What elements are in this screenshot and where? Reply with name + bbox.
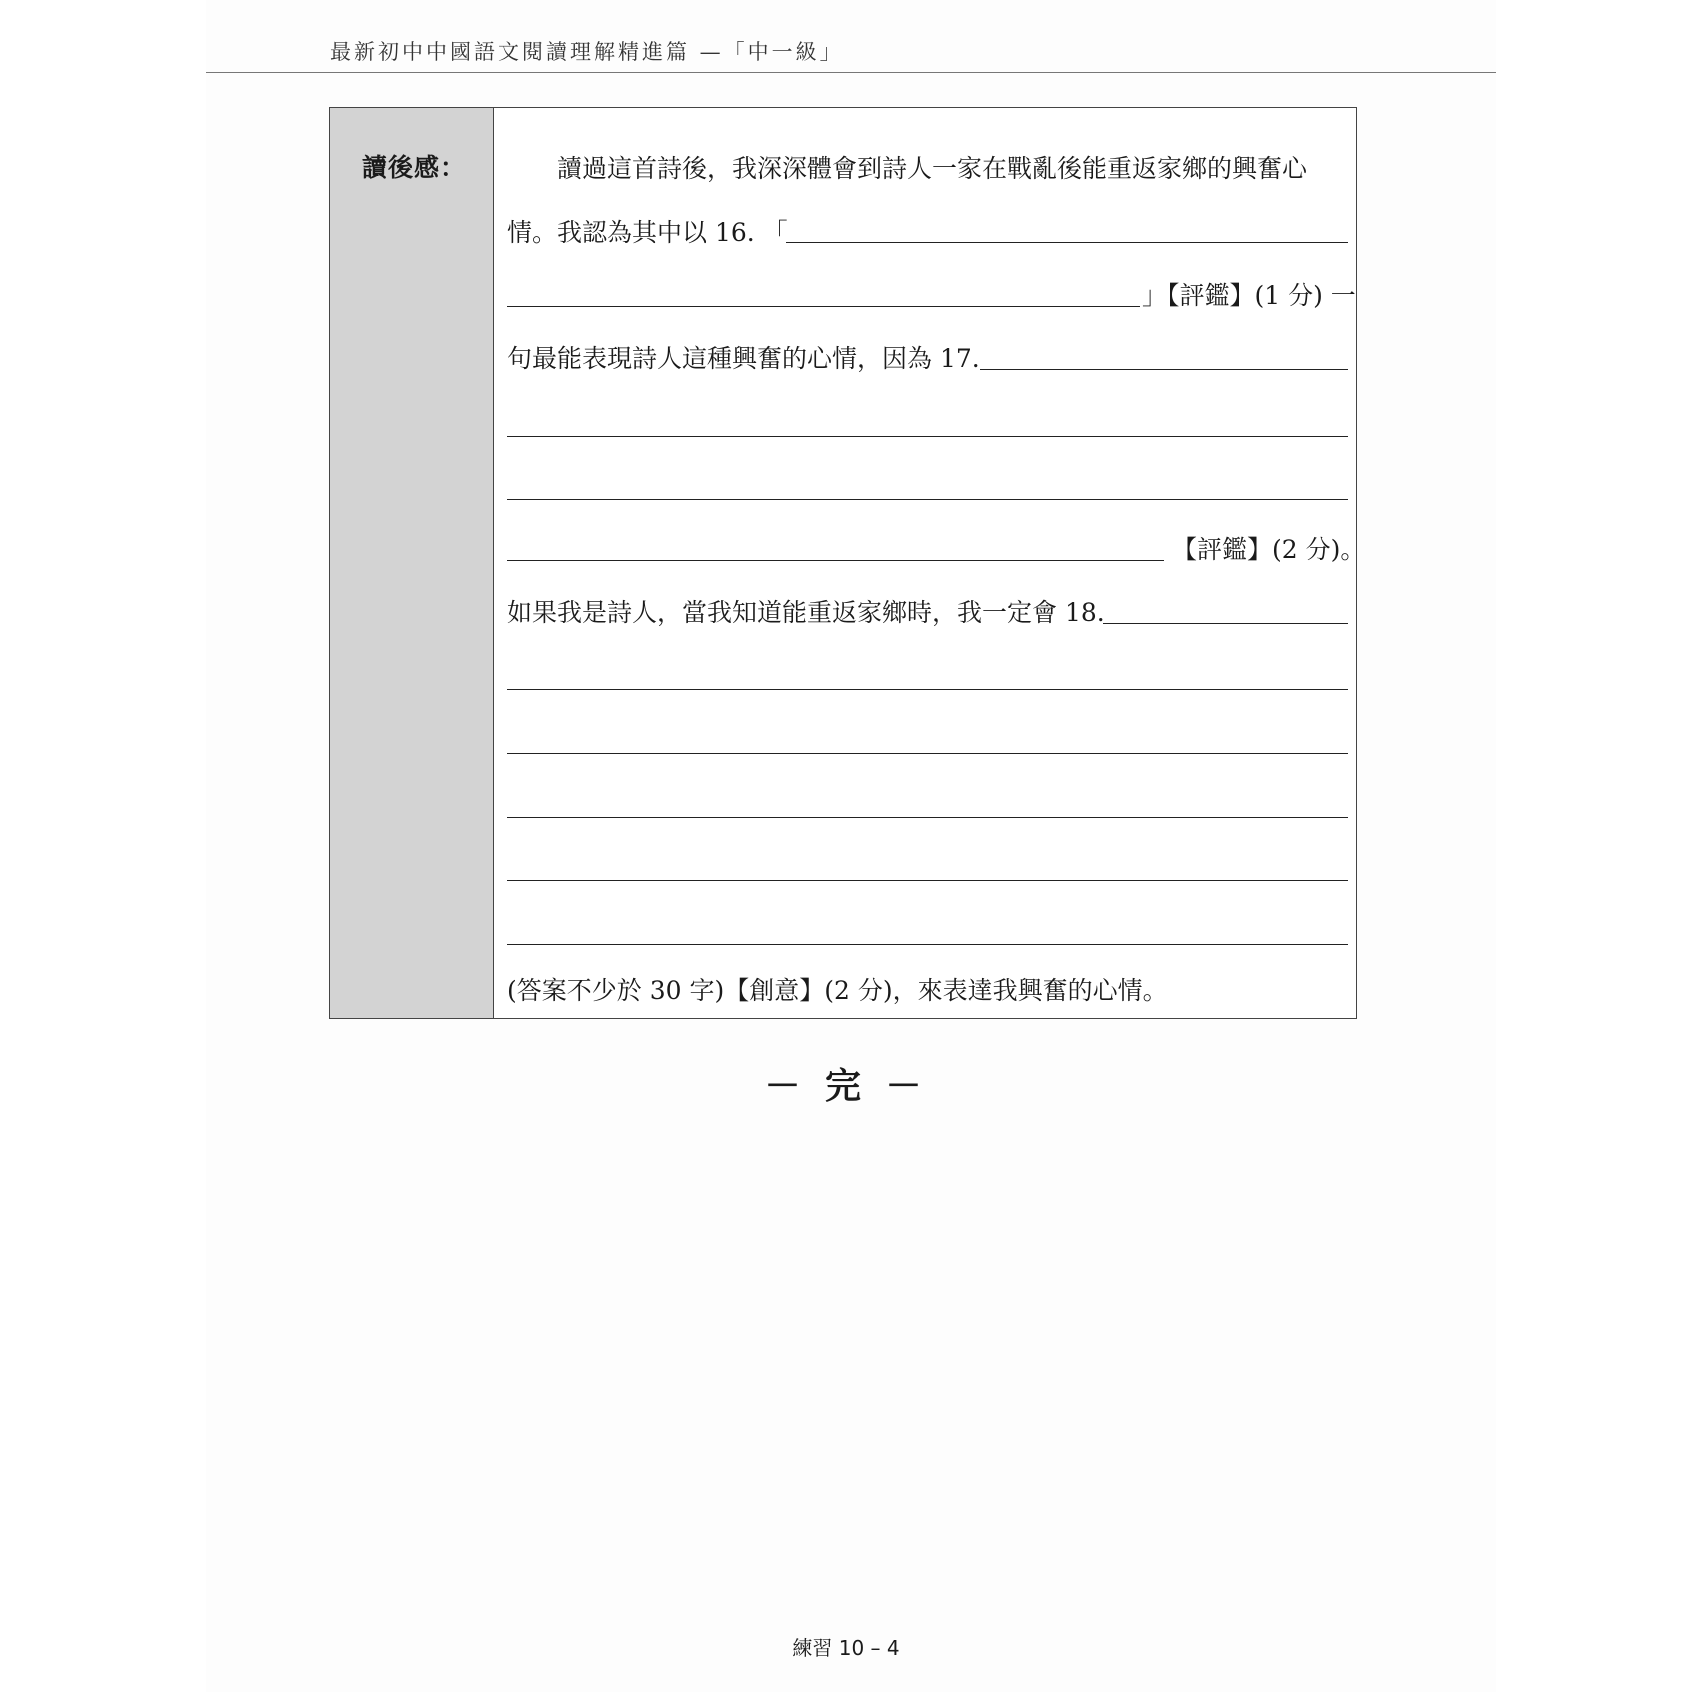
header-rule (206, 72, 1496, 73)
reflection-label: 讀後感： (362, 153, 467, 182)
label-column (330, 108, 494, 1018)
answer-blank-18d[interactable] (507, 817, 1348, 818)
reflection-line-3: 」【評鑑】(1 分) 一 (1142, 281, 1356, 310)
answer-blank-18e[interactable] (507, 880, 1348, 881)
end-mark: － 完 － (764, 1066, 928, 1107)
answer-blank-18f[interactable] (507, 944, 1348, 945)
reflection-line-7: 【評鑑】(2 分)。 (1172, 535, 1366, 564)
page-number: 練習 10 – 4 (792, 1636, 900, 1660)
reflection-line-1: 讀過這首詩後，我深深體會到詩人一家在戰亂後能重返家鄉的興奮心 (557, 154, 1308, 183)
answer-blank-18a[interactable] (1103, 623, 1348, 624)
reflection-line-14: (答案不少於 30 字)【創意】(2 分)，來表達我興奮的心情。 (507, 976, 1168, 1005)
reflection-line-8: 如果我是詩人，當我知道能重返家鄉時，我一定會 18. (507, 598, 1105, 627)
answer-blank-17a[interactable] (980, 369, 1348, 370)
reflection-box (329, 107, 1366, 1019)
answer-blank-16a[interactable] (786, 242, 1348, 243)
reflection-line-4: 句最能表現詩人這種興奮的心情，因為 17. (507, 344, 980, 373)
answer-blank-17b[interactable] (507, 436, 1348, 437)
answer-blank-18b[interactable] (507, 689, 1348, 690)
answer-blank-18c[interactable] (507, 753, 1348, 754)
header-title: 最新初中中國語文閱讀理解精進篇 —「中一級」 (330, 40, 844, 64)
answer-blank-16b[interactable] (507, 306, 1140, 307)
answer-blank-17c[interactable] (507, 499, 1348, 500)
reflection-line-2: 情。我認為其中以 16. 「 (507, 218, 788, 247)
answer-blank-17d[interactable] (507, 560, 1164, 561)
